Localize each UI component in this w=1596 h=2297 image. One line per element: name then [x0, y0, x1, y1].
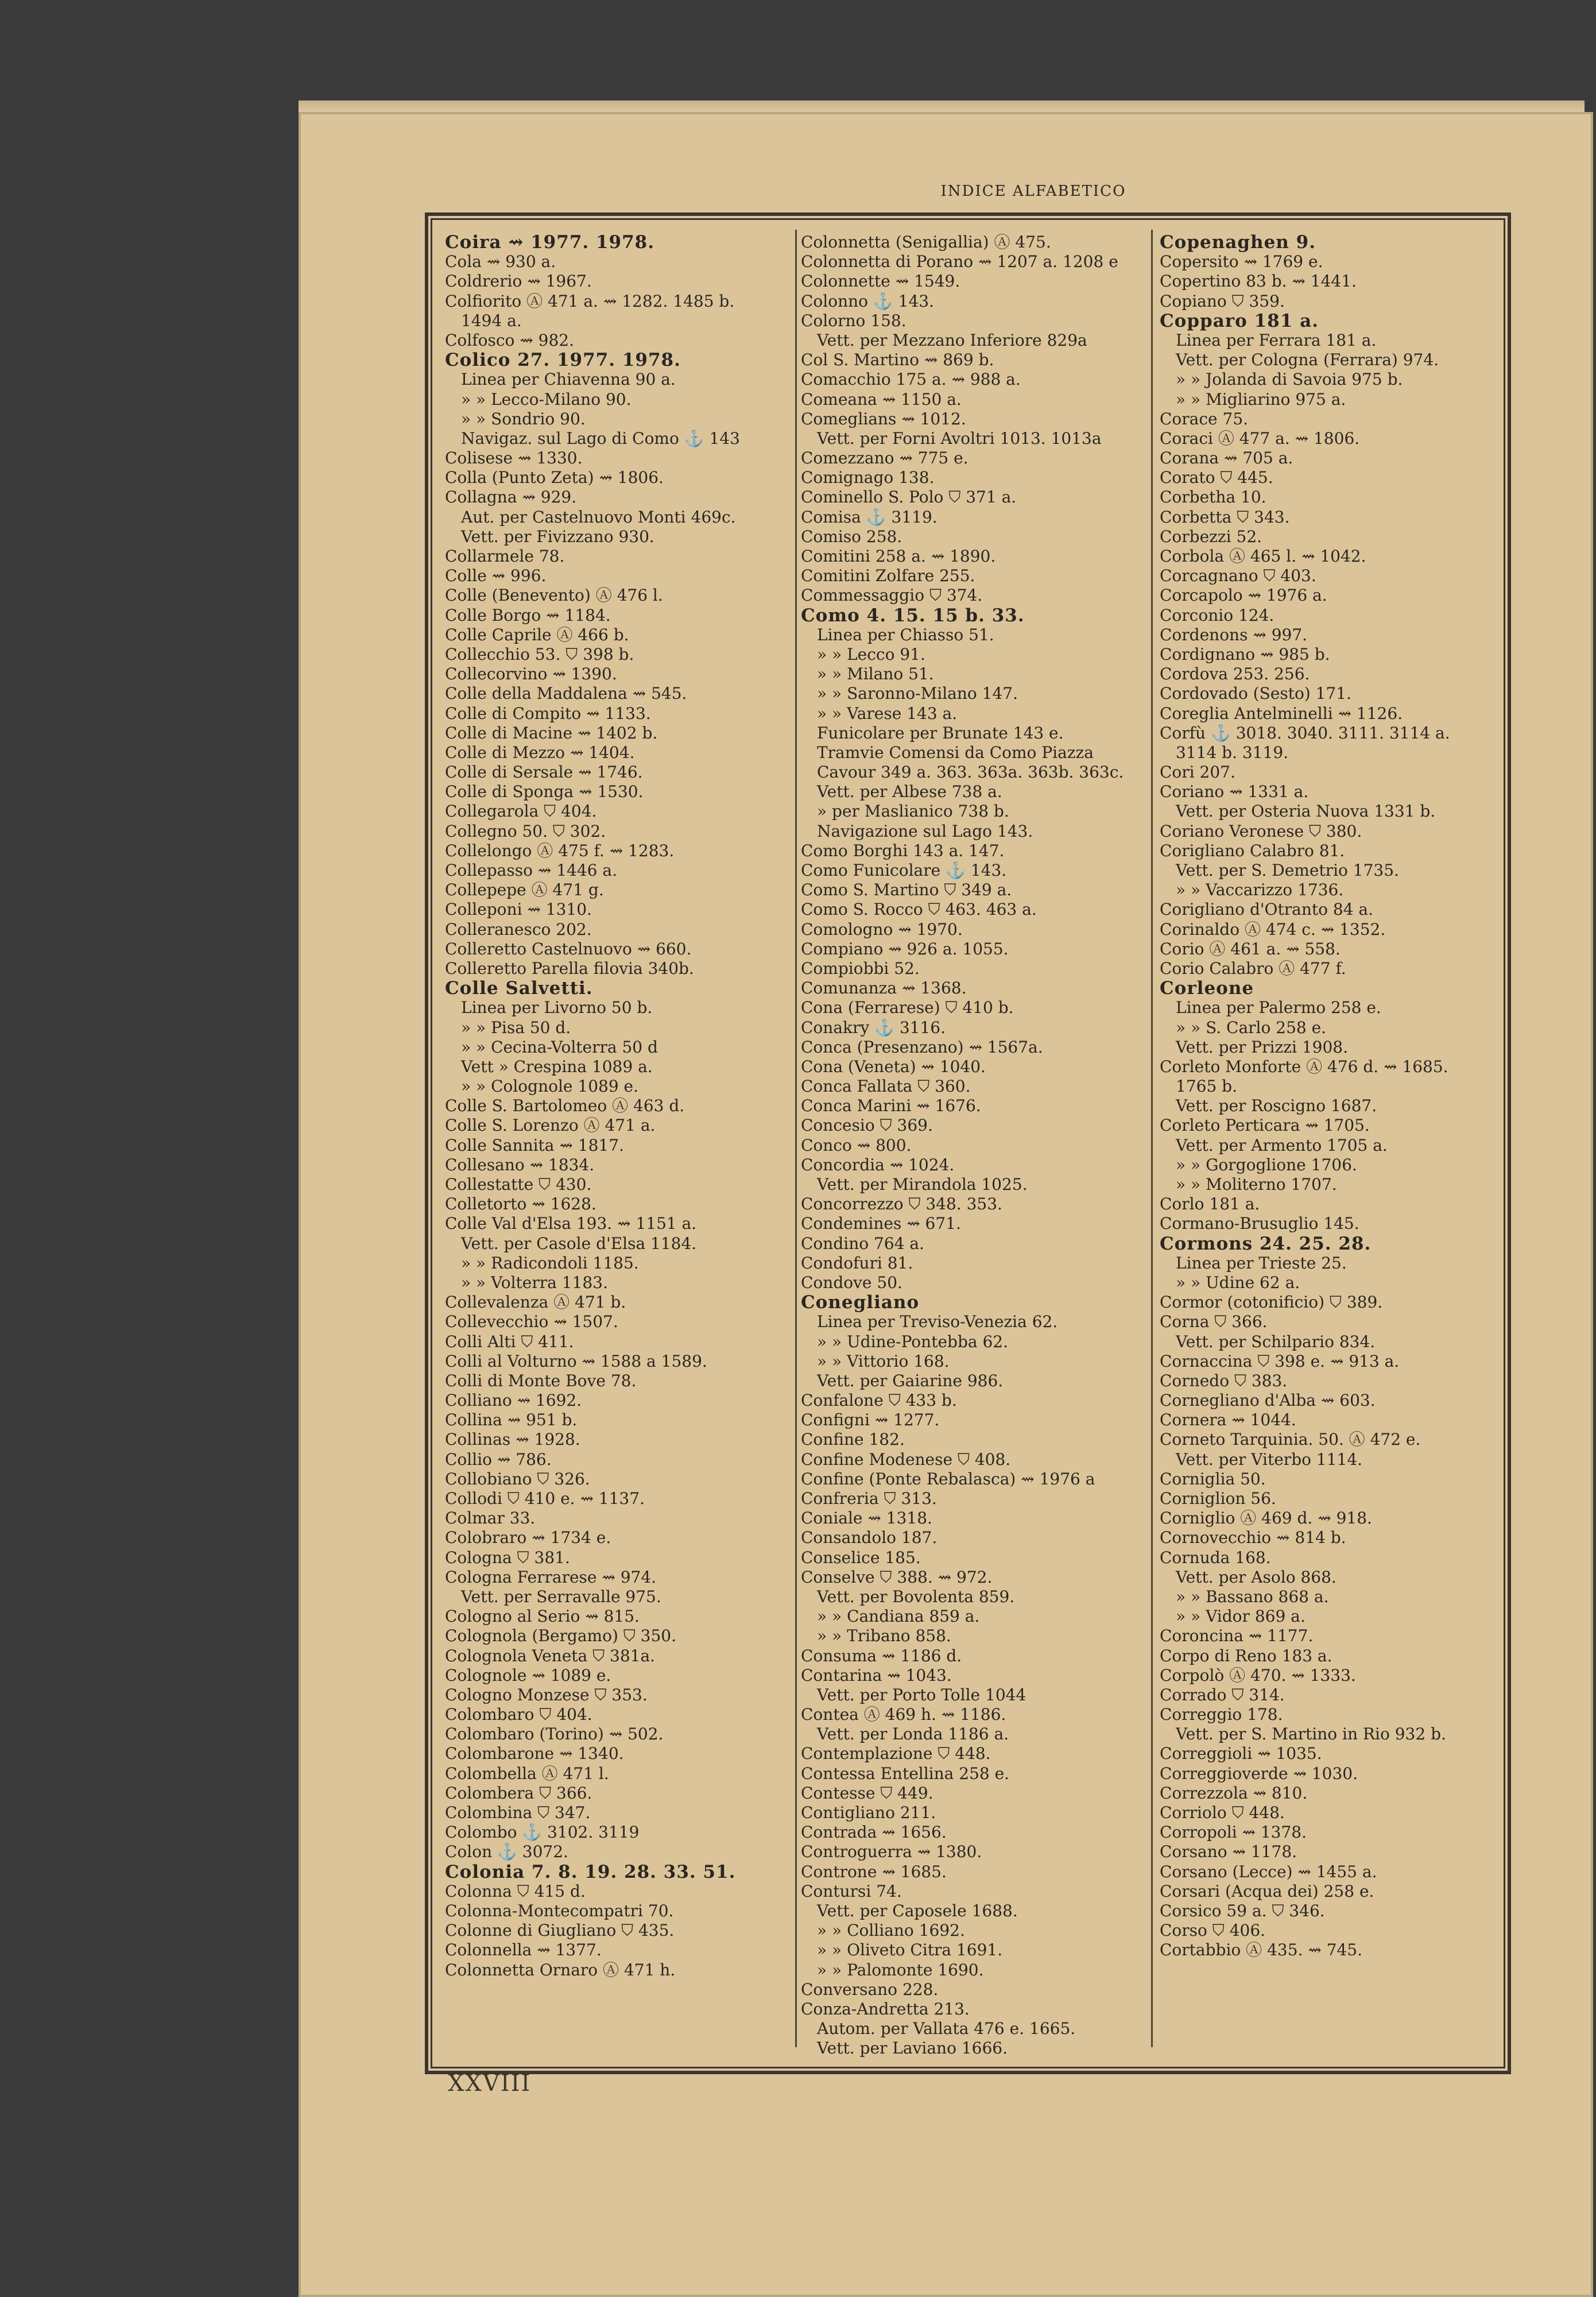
index-entry: Linea per Ferrara 181 a.	[1176, 330, 1377, 350]
index-entry: » » Colognole 1089 e.	[461, 1077, 639, 1096]
index-entry: Vett. per Roscigno 1687.	[1176, 1096, 1377, 1116]
index-entry: Concorrezzo ⛉ 348. 353.	[801, 1194, 1002, 1214]
index-entry: » » Migliarino 975 a.	[1176, 389, 1346, 409]
index-entry: Vett. per Asolo 868.	[1176, 1567, 1337, 1587]
index-heading: Copenaghen 9.	[1160, 233, 1316, 253]
index-entry: Vett. per Prizzi 1908.	[1176, 1037, 1349, 1057]
index-entry: Cologna ⛉ 381.	[445, 1548, 570, 1567]
index-entry: Coldrerio ⇝ 1967.	[445, 272, 592, 291]
index-entry: Colonnetta (Senigallia) Ⓐ 475.	[801, 233, 1051, 252]
index-entry: Aut. per Castelnuovo Monti 469c.	[461, 507, 736, 527]
index-entry: Comunanza ⇝ 1368.	[801, 979, 967, 998]
index-entry: Corneto Tarquinia. 50. Ⓐ 472 e.	[1160, 1430, 1421, 1449]
index-entry: » » Vittorio 168.	[817, 1351, 950, 1371]
index-entry: Vett. per Cologna (Ferrara) 974.	[1176, 350, 1439, 370]
index-entry: Cordignano ⇝ 985 b.	[1160, 644, 1330, 664]
index-entry: Collegno 50. ⛉ 302.	[445, 821, 606, 841]
index-entry: Cologno Monzese ⛉ 353.	[445, 1685, 648, 1704]
index-entry: » » Vidor 869 a.	[1176, 1607, 1306, 1626]
index-entry: Colombarone ⇝ 1340.	[445, 1744, 624, 1764]
index-entry: Corlo 181 a.	[1160, 1194, 1260, 1214]
index-entry: Vett. per Armento 1705 a.	[1176, 1135, 1388, 1155]
index-entry: Vett. per Mezzano Inferiore 829a	[817, 330, 1087, 350]
index-entry: Configni ⇝ 1277.	[801, 1410, 940, 1430]
index-entry: » » Vaccarizzo 1736.	[1176, 880, 1344, 900]
index-entry: Comignago 138.	[801, 468, 935, 488]
index-heading: Cormons 24. 25. 28.	[1160, 1233, 1372, 1254]
index-entry: Cona (Veneta) ⇝ 1040.	[801, 1057, 986, 1076]
index-entry: Colle della Maddalena ⇝ 545.	[445, 684, 687, 703]
index-entry: Coriano ⇝ 1331 a.	[1160, 782, 1309, 802]
index-entry: Comitini Zolfare 255.	[801, 566, 975, 586]
index-entry: » » Saronno-Milano 147.	[817, 684, 1018, 703]
index-entry: Colisese ⇝ 1330.	[445, 448, 583, 468]
index-entry: Contarina ⇝ 1043.	[801, 1665, 952, 1685]
index-entry: Concesio ⛉ 369.	[801, 1116, 933, 1135]
index-entry: Cori 207.	[1160, 763, 1235, 782]
index-entry: Corinaldo Ⓐ 474 c. ⇝ 1352.	[1160, 919, 1386, 939]
index-entry: Vett. per Londa 1186 a.	[817, 1724, 1009, 1744]
index-entry: Autom. per Vallata 476 e. 1665.	[817, 2019, 1076, 2039]
index-entry: Collobiano ⛉ 326.	[445, 1469, 590, 1488]
index-entry: Colle ⇝ 996.	[445, 566, 547, 586]
index-entry: Colmar 33.	[445, 1509, 536, 1528]
index-entry: Copersito ⇝ 1769 e.	[1160, 252, 1323, 272]
index-entry: » » Volterra 1183.	[461, 1273, 608, 1292]
index-entry: Compiano ⇝ 926 a. 1055.	[801, 939, 1009, 958]
index-entry: Corio Calabro Ⓐ 477 f.	[1160, 958, 1346, 978]
index-entry: Comeana ⇝ 1150 a.	[801, 389, 962, 409]
index-entry: Colognole ⇝ 1089 e.	[445, 1665, 611, 1685]
index-entry: Contrada ⇝ 1656.	[801, 1823, 947, 1842]
index-entry: Contursi 74.	[801, 1881, 902, 1901]
index-entry: Confine Modenese ⛉ 408.	[801, 1449, 1011, 1469]
index-entry: Colombaro (Torino) ⇝ 502.	[445, 1724, 664, 1744]
index-entry: Linea per Palermo 258 e.	[1176, 998, 1381, 1018]
index-entry: Colle S. Lorenzo Ⓐ 471 a.	[445, 1116, 656, 1135]
index-entry: Colobraro ⇝ 1734 e.	[445, 1528, 611, 1548]
index-entry: Vett. per Bovolenta 859.	[817, 1587, 1015, 1606]
index-entry: Colle Val d'Elsa 193. ⇝ 1151 a.	[445, 1214, 697, 1233]
index-entry: Vett. per Schilpario 834.	[1176, 1332, 1376, 1351]
index-entry: Controguerra ⇝ 1380.	[801, 1842, 982, 1862]
index-entry: Vett. per Serravalle 975.	[461, 1587, 661, 1606]
index-heading: Conegliano	[801, 1293, 920, 1313]
index-entry: Comeglians ⇝ 1012.	[801, 409, 966, 428]
index-entry: Corniglio Ⓐ 469 d. ⇝ 918.	[1160, 1509, 1372, 1528]
index-entry: Como S. Rocco ⛉ 463. 463 a.	[801, 900, 1037, 919]
index-entry: Contemplazione ⛉ 448.	[801, 1744, 991, 1764]
index-entry: Colombo ⚓ 3102. 3119	[445, 1823, 640, 1842]
index-entry: Colle (Benevento) Ⓐ 476 l.	[445, 586, 663, 605]
index-entry: Colle Caprile Ⓐ 466 b.	[445, 625, 629, 644]
index-heading: Coira ⇝ 1977. 1978.	[445, 233, 655, 253]
index-entry: Corbetta ⛉ 343.	[1160, 507, 1290, 527]
index-entry: Colle Borgo ⇝ 1184.	[445, 605, 611, 625]
index-entry: Contigliano 211.	[801, 1803, 936, 1822]
index-entry: Collestatte ⛉ 430.	[445, 1175, 592, 1194]
index-entry: Correzzola ⇝ 810.	[1160, 1783, 1308, 1803]
index-entry: Correggioverde ⇝ 1030.	[1160, 1764, 1358, 1783]
index-entry: Condemines ⇝ 671.	[801, 1214, 961, 1233]
index-entry: Collagna ⇝ 929.	[445, 488, 577, 507]
index-entry: Colonnetta Ornaro Ⓐ 471 h.	[445, 1960, 676, 1979]
index-entry: Cavour 349 a. 363. 363a. 363b. 363c.	[817, 763, 1124, 782]
index-entry: Contesse ⛉ 449.	[801, 1783, 933, 1803]
index-entry: » » Milano 51.	[817, 664, 934, 684]
index-entry: Vett. per Porto Tolle 1044	[817, 1685, 1026, 1704]
index-entry: Conakry ⚓ 3116.	[801, 1018, 946, 1037]
index-entry: Comitini 258 a. ⇝ 1890.	[801, 547, 996, 566]
index-entry: Vett. per Fivizzano 930.	[461, 527, 654, 546]
index-entry: Corleto Monforte Ⓐ 476 d. ⇝ 1685.	[1160, 1057, 1448, 1076]
index-entry: Corso ⛉ 406.	[1160, 1921, 1266, 1940]
index-entry: Collevalenza Ⓐ 471 b.	[445, 1293, 626, 1312]
index-heading: Colico 27. 1977. 1978.	[445, 350, 681, 370]
index-entry: Vett. per Viterbo 1114.	[1176, 1449, 1363, 1469]
index-entry: Colle di Macine ⇝ 1402 b.	[445, 723, 658, 743]
index-entry: Navigaz. sul Lago di Como ⚓ 143	[461, 428, 740, 448]
index-entry: Colonnette ⇝ 1549.	[801, 272, 960, 291]
index-entry: Comisa ⚓ 3119.	[801, 507, 938, 527]
index-entry: Corbetha 10.	[1160, 488, 1266, 507]
column-divider	[795, 230, 797, 2047]
index-entry: Confine 182.	[801, 1430, 905, 1449]
index-entry: Corcapolo ⇝ 1976 a.	[1160, 586, 1327, 605]
index-entry: Como Borghi 143 a. 147.	[801, 841, 1005, 860]
index-entry: » » Moliterno 1707.	[1176, 1175, 1337, 1194]
index-entry: Colle di Mezzo ⇝ 1404.	[445, 743, 635, 762]
index-entry: Vett. per Osteria Nuova 1331 b.	[1176, 802, 1436, 821]
index-entry: Vett. per Forni Avoltri 1013. 1013a	[817, 428, 1102, 448]
index-entry: Colorno 158.	[801, 311, 907, 330]
page-number: XXVIII	[448, 2070, 532, 2097]
index-entry: Tramvie Comensi da Como Piazza	[817, 743, 1094, 762]
index-entry: Comologno ⇝ 1970.	[801, 919, 963, 939]
index-entry: Conca Marini ⇝ 1676.	[801, 1096, 981, 1116]
index-entry: Corrado ⛉ 314.	[1160, 1685, 1285, 1704]
index-entry: Colombella Ⓐ 471 l.	[445, 1764, 609, 1783]
index-entry: Collecchio 53. ⛉ 398 b.	[445, 644, 634, 664]
index-entry: Conza-Andretta 213.	[801, 1999, 970, 2018]
index-entry: Vett. per Caposele 1688.	[817, 1901, 1018, 1920]
index-entry: Colognola (Bergamo) ⛉ 350.	[445, 1626, 677, 1646]
index-entry: Conselice 185.	[801, 1548, 921, 1567]
index-entry: » » S. Carlo 258 e.	[1176, 1018, 1327, 1037]
index-entry: » » Lecco-Milano 90.	[461, 389, 632, 409]
index-entry: Conca Fallata ⛉ 360.	[801, 1077, 971, 1096]
index-entry: » » Varese 143 a.	[817, 703, 958, 723]
index-entry: Cornuda 168.	[1160, 1548, 1271, 1567]
index-entry: Contea Ⓐ 469 h. ⇝ 1186.	[801, 1705, 1006, 1724]
index-entry: Cormano-Brusuglio 145.	[1160, 1214, 1359, 1233]
index-entry: Corigliano Calabro 81.	[1160, 841, 1345, 860]
index-entry: Corcagnano ⛉ 403.	[1160, 566, 1316, 586]
index-entry: Cominello S. Polo ⛉ 371 a.	[801, 488, 1017, 507]
index-entry: Linea per Chiasso 51.	[817, 625, 994, 644]
index-entry: Copiano ⛉ 359.	[1160, 291, 1285, 311]
index-entry: Vett. per S. Martino in Rio 932 b.	[1176, 1724, 1446, 1744]
index-entry: 3114 b. 3119.	[1176, 743, 1289, 762]
index-entry: Colle S. Bartolomeo Ⓐ 463 d.	[445, 1096, 685, 1116]
index-entry: Cornovecchio ⇝ 814 b.	[1160, 1528, 1346, 1548]
index-entry: Corsari (Acqua dei) 258 e.	[1160, 1881, 1374, 1901]
index-entry: Corio Ⓐ 461 a. ⇝ 558.	[1160, 939, 1341, 958]
index-entry: Collina ⇝ 951 b.	[445, 1410, 578, 1430]
index-entry: Corace 75.	[1160, 409, 1249, 428]
index-entry: Confreria ⛉ 313.	[801, 1489, 937, 1508]
index-entry: Colognola Veneta ⛉ 381a.	[445, 1646, 656, 1665]
index-entry: Corsico 59 a. ⛉ 346.	[1160, 1901, 1325, 1920]
index-entry: Comiso 258.	[801, 527, 902, 546]
index-entry: Collecorvino ⇝ 1390.	[445, 664, 617, 684]
index-entry: Colliano ⇝ 1692.	[445, 1391, 582, 1410]
index-entry: Cordova 253. 256.	[1160, 664, 1310, 684]
index-entry: Cona (Ferrarese) ⛉ 410 b.	[801, 998, 1014, 1018]
index-entry: Cortabbio Ⓐ 435. ⇝ 745.	[1160, 1940, 1363, 1960]
index-entry: Vett. per Laviano 1666.	[817, 2039, 1008, 2058]
index-entry: Corsano ⇝ 1178.	[1160, 1842, 1297, 1862]
index-entry: Confalone ⛉ 433 b.	[801, 1391, 957, 1410]
index-entry: Corbezzi 52.	[1160, 527, 1262, 546]
index-entry: » » Cecina-Volterra 50 d	[461, 1037, 658, 1057]
index-entry: Corriolo ⛉ 448.	[1160, 1803, 1285, 1822]
index-entry: Colli Alti ⛉ 411.	[445, 1332, 574, 1351]
index-entry: Colle di Compito ⇝ 1133.	[445, 703, 651, 723]
index-entry: Colombera ⛉ 366.	[445, 1783, 592, 1803]
index-entry: Colonno ⚓ 143.	[801, 291, 935, 311]
index-entry: Correggio 178.	[1160, 1705, 1283, 1724]
index-heading: Colonia 7. 8. 19. 28. 33. 51.	[445, 1862, 736, 1882]
index-entry: Funicolare per Brunate 143 e.	[817, 723, 1064, 743]
index-entry: Confine (Ponte Rebalasca) ⇝ 1976 a	[801, 1469, 1095, 1488]
index-entry: Colfosco ⇝ 982.	[445, 330, 574, 350]
index-entry: Collodi ⛉ 410 e. ⇝ 1137.	[445, 1489, 645, 1508]
column-divider	[1151, 230, 1153, 2047]
index-entry: Corconio 124.	[1160, 605, 1275, 625]
index-entry: Colletorto ⇝ 1628.	[445, 1194, 596, 1214]
index-entry: » » Pisa 50 d.	[461, 1018, 571, 1037]
index-entry: Colleranesco 202.	[445, 919, 592, 939]
index-entry: Vett » Crespina 1089 a.	[461, 1057, 653, 1076]
index-entry: Cormor (cotonificio) ⛉ 389.	[1160, 1293, 1383, 1312]
index-entry: » » Sondrio 90.	[461, 409, 586, 428]
index-heading: Como 4. 15. 15 b. 33.	[801, 605, 1025, 625]
index-entry: Coriano Veronese ⛉ 380.	[1160, 821, 1362, 841]
index-entry: Coraci Ⓐ 477 a. ⇝ 1806.	[1160, 428, 1360, 448]
index-entry: Condino 764 a.	[801, 1233, 924, 1253]
index-heading: Corleone	[1160, 979, 1254, 999]
index-entry: Corniglia 50.	[1160, 1469, 1266, 1488]
index-column-2	[801, 233, 1145, 2058]
index-entry: Corato ⛉ 445.	[1160, 468, 1273, 488]
index-entry: Corana ⇝ 705 a.	[1160, 448, 1293, 468]
index-entry: Collegarola ⛉ 404.	[445, 802, 597, 821]
index-entry: Colonna-Montecompatri 70.	[445, 1901, 674, 1920]
index-entry: Cornegliano d'Alba ⇝ 603.	[1160, 1391, 1376, 1410]
index-entry: Colla (Punto Zeta) ⇝ 1806.	[445, 468, 664, 488]
index-entry: Cornera ⇝ 1044.	[1160, 1410, 1296, 1430]
index-entry: Como Funicolare ⚓ 143.	[801, 861, 1007, 880]
index-entry: Collevecchio ⇝ 1507.	[445, 1312, 618, 1332]
index-entry: Colonnella ⇝ 1377.	[445, 1940, 602, 1960]
index-entry: » per Maslianico 738 b.	[817, 802, 1009, 821]
index-entry: Cologno al Serio ⇝ 815.	[445, 1607, 640, 1626]
index-entry: Corigliano d'Otranto 84 a.	[1160, 900, 1374, 919]
index-entry: Vett. per Gaiarine 986.	[817, 1371, 1004, 1390]
index-entry: Cornaccina ⛉ 398 e. ⇝ 913 a.	[1160, 1351, 1400, 1371]
index-entry: Colle di Sersale ⇝ 1746.	[445, 763, 643, 782]
index-entry: Corsano (Lecce) ⇝ 1455 a.	[1160, 1862, 1377, 1881]
index-entry: Conselve ⛉ 388. ⇝ 972.	[801, 1567, 993, 1587]
index-entry: Cornedo ⛉ 383.	[1160, 1371, 1288, 1390]
index-entry: Cordovado (Sesto) 171.	[1160, 684, 1351, 703]
index-entry: Correggioli ⇝ 1035.	[1160, 1744, 1322, 1764]
index-entry: Conco ⇝ 800.	[801, 1135, 912, 1155]
index-entry: Contessa Entellina 258 e.	[801, 1764, 1010, 1783]
index-entry: Colon ⚓ 3072.	[445, 1842, 568, 1862]
index-entry: Linea per Chiavenna 90 a.	[461, 370, 676, 389]
index-entry: Collinas ⇝ 1928.	[445, 1430, 580, 1449]
index-entry: Conversano 228.	[801, 1979, 939, 1999]
index-entry: Coniale ⇝ 1318.	[801, 1509, 932, 1528]
index-entry: Copertino 83 b. ⇝ 1441.	[1160, 272, 1357, 291]
index-entry: Consandolo 187.	[801, 1528, 938, 1548]
index-entry: » » Oliveto Citra 1691.	[817, 1940, 1003, 1960]
index-entry: Corpo di Reno 183 a.	[1160, 1646, 1332, 1665]
index-entry: Colonna ⛉ 415 d.	[445, 1881, 586, 1901]
index-entry: Condofuri 81.	[801, 1253, 913, 1273]
index-entry: Vett. per Albese 738 a.	[817, 782, 1002, 802]
index-entry: Colleretto Castelnuovo ⇝ 660.	[445, 939, 692, 958]
index-entry: Col S. Martino ⇝ 869 b.	[801, 350, 994, 370]
index-entry: Collepasso ⇝ 1446 a.	[445, 861, 617, 880]
index-entry: Corna ⛉ 366.	[1160, 1312, 1268, 1332]
index-entry: Cola ⇝ 930 a.	[445, 252, 556, 272]
index-entry: Vett. per Mirandola 1025.	[817, 1175, 1028, 1194]
index-entry: Collio ⇝ 786.	[445, 1449, 552, 1469]
index-entry: » » Gorgoglione 1706.	[1176, 1155, 1357, 1174]
index-entry: Compiobbi 52.	[801, 958, 920, 978]
index-entry: » » Candiana 859 a.	[817, 1607, 980, 1626]
index-entry: Colonne di Giugliano ⛉ 435.	[445, 1921, 675, 1940]
index-entry: Comezzano ⇝ 775 e.	[801, 448, 969, 468]
index-entry: Corpolò Ⓐ 470. ⇝ 1333.	[1160, 1665, 1356, 1685]
index-entry: Linea per Treviso-Venezia 62.	[817, 1312, 1058, 1332]
index-entry: Colli al Volturno ⇝ 1588 a 1589.	[445, 1351, 707, 1371]
index-entry: Cordenons ⇝ 997.	[1160, 625, 1308, 644]
index-entry: Linea per Trieste 25.	[1176, 1253, 1347, 1273]
index-entry: Comacchio 175 a. ⇝ 988 a.	[801, 370, 1021, 389]
index-entry: Concordia ⇝ 1024.	[801, 1155, 955, 1174]
index-entry: Collesano ⇝ 1834.	[445, 1155, 595, 1174]
index-heading: Copparo 181 a.	[1160, 311, 1319, 331]
index-entry: Corleto Perticara ⇝ 1705.	[1160, 1116, 1370, 1135]
index-entry: Colle di Sponga ⇝ 1530.	[445, 782, 644, 802]
index-entry: » » Bassano 868 a.	[1176, 1587, 1329, 1606]
index-entry: Corfù ⚓ 3018. 3040. 3111. 3114 a.	[1160, 723, 1450, 743]
index-entry: Colombina ⛉ 347.	[445, 1803, 591, 1822]
index-entry: Colfiorito Ⓐ 471 a. ⇝ 1282. 1485 b.	[445, 291, 735, 311]
index-entry: Como S. Martino ⛉ 349 a.	[801, 880, 1012, 900]
index-entry: Corbola Ⓐ 465 l. ⇝ 1042.	[1160, 547, 1366, 566]
index-entry: Colombaro ⛉ 404.	[445, 1705, 592, 1724]
index-entry: Linea per Livorno 50 b.	[461, 998, 653, 1018]
index-entry: Corniglion 56.	[1160, 1489, 1276, 1508]
index-entry: » » Udine-Pontebba 62.	[817, 1332, 1008, 1351]
index-entry: » » Udine 62 a.	[1176, 1273, 1300, 1292]
index-entry: Colleretto Parella filovia 340b.	[445, 958, 694, 978]
index-entry: » » Lecco 91.	[817, 644, 925, 664]
index-entry: Collarmele 78.	[445, 547, 565, 566]
index-entry: 1765 b.	[1176, 1077, 1237, 1096]
index-entry: » » Colliano 1692.	[817, 1921, 965, 1940]
index-entry: Conca (Presenzano) ⇝ 1567a.	[801, 1037, 1043, 1057]
index-entry: Colle Sannita ⇝ 1817.	[445, 1135, 624, 1155]
index-entry: 1494 a.	[461, 311, 522, 330]
index-entry: Coreglia Antelminelli ⇝ 1126.	[1160, 703, 1403, 723]
index-heading: Colle Salvetti.	[445, 979, 593, 999]
index-entry: » » Tribano 858.	[817, 1626, 951, 1646]
index-entry: » » Radicondoli 1185.	[461, 1253, 639, 1273]
index-entry: Vett. per S. Demetrio 1735.	[1176, 861, 1399, 880]
index-entry: Cologna Ferrarese ⇝ 974.	[445, 1567, 657, 1587]
index-entry: » » Palomonte 1690.	[817, 1960, 984, 1979]
page-header: INDICE ALFABETICO	[940, 183, 1126, 200]
index-entry: Condove 50.	[801, 1273, 902, 1292]
index-entry: Coroncina ⇝ 1177.	[1160, 1626, 1314, 1646]
index-entry: Consuma ⇝ 1186 d.	[801, 1646, 962, 1665]
index-entry: Collelongo Ⓐ 475 f. ⇝ 1283.	[445, 841, 675, 860]
index-entry: Navigazione sul Lago 143.	[817, 821, 1033, 841]
index-entry: Colonnetta di Porano ⇝ 1207 a. 1208 e	[801, 252, 1118, 272]
index-entry: Commessaggio ⛉ 374.	[801, 586, 983, 605]
index-entry: Colli di Monte Bove 78.	[445, 1371, 637, 1390]
index-column-3	[1160, 233, 1504, 1960]
index-entry: Collepepe Ⓐ 471 g.	[445, 880, 604, 900]
index-entry: Corropoli ⇝ 1378.	[1160, 1823, 1307, 1842]
index-entry: Colleponi ⇝ 1310.	[445, 900, 592, 919]
index-entry: » » Jolanda di Savoia 975 b.	[1176, 370, 1403, 389]
index-entry: Vett. per Casole d'Elsa 1184.	[461, 1233, 697, 1253]
index-column-1	[445, 233, 789, 1980]
index-entry: Controne ⇝ 1685.	[801, 1862, 947, 1881]
